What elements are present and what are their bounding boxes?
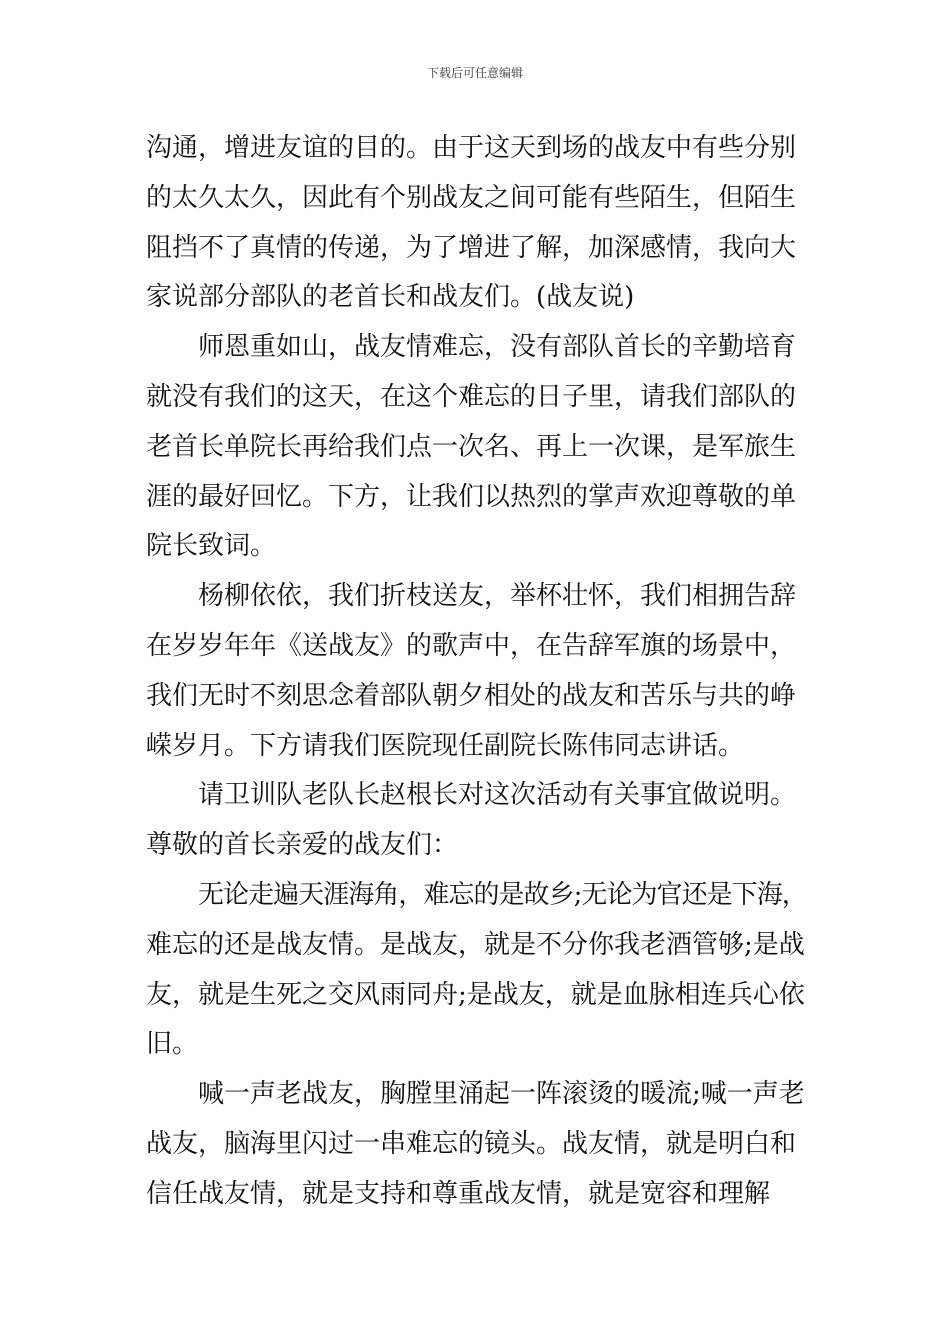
- text-line: 战友，脑海里闪过一串难忘的镜头。战友情，就是明白和: [146, 1128, 797, 1159]
- page-header: 下载后可任意编辑: [426, 66, 523, 80]
- text-line: 喊一声老战友，胸膛里涌起一阵滚烫的暖流;喊一声老: [198, 1079, 805, 1110]
- text-line: 沟通，增进友谊的目的。由于这天到场的战友中有些分别: [146, 133, 797, 163]
- text-line: 就没有我们的这天，在这个难忘的日子里，请我们部队的: [146, 381, 797, 412]
- text-line: 友，就是生死之交风雨同舟;是战友，就是血脉相连兵心依: [146, 979, 805, 1010]
- text-line: 阻挡不了真情的传递，为了增进了解，加深感情，我向大: [146, 232, 797, 263]
- text-line: 我们无时不刻思念着部队朝夕相处的战友和苦乐与共的峥: [146, 680, 797, 711]
- paragraph: [146, 821, 808, 871]
- paragraph: [146, 572, 808, 771]
- text-line: 请卫训队老队长赵根长对这次活动有关事宜做说明。: [198, 780, 797, 811]
- text-line: 旧。: [146, 1029, 199, 1060]
- text-line: 老首长单院长再给我们点一次名、再上一次课，是军旅生: [146, 431, 797, 462]
- text-line: 尊敬的首长亲爱的战友们：: [146, 830, 459, 861]
- text-line: 难忘的还是战友情。是战友，就是不分你我老酒管够;是战: [146, 929, 805, 960]
- paragraph: [146, 1070, 808, 1219]
- text-line: 涯的最好回忆。下方，让我们以热烈的掌声欢迎尊敬的单: [146, 481, 797, 512]
- text-line: 的太久太久，因此有个别战友之间可能有些陌生，但陌生: [146, 182, 797, 213]
- text-line: 嵘岁月。下方请我们医院现任副院长陈伟同志讲话。: [146, 730, 745, 761]
- paragraph: [146, 771, 808, 821]
- document-body: [146, 124, 808, 1220]
- text-line: 师恩重如山，战友情难忘，没有部队首长的辛勤培育: [198, 332, 797, 363]
- paragraph: [146, 871, 808, 1070]
- text-line: 杨柳依依，我们折枝送友，举杯壮怀，我们相拥告辞: [198, 581, 797, 612]
- text-line: 信任战友情，就是支持和尊重战友情，就是宽容和理解: [146, 1178, 771, 1209]
- text-line: 家说部分部队的老首长和战友们。(战友说): [146, 282, 635, 313]
- text-line: 在岁岁年年《送战友》的歌声中，在告辞军旗的场景中，: [146, 630, 797, 661]
- paragraph: [146, 323, 808, 572]
- paragraph: [146, 124, 808, 323]
- text-line: 无论走遍天涯海角，难忘的是故乡;无论为官还是下海，: [198, 879, 807, 910]
- text-line: 院长致词。: [146, 531, 277, 562]
